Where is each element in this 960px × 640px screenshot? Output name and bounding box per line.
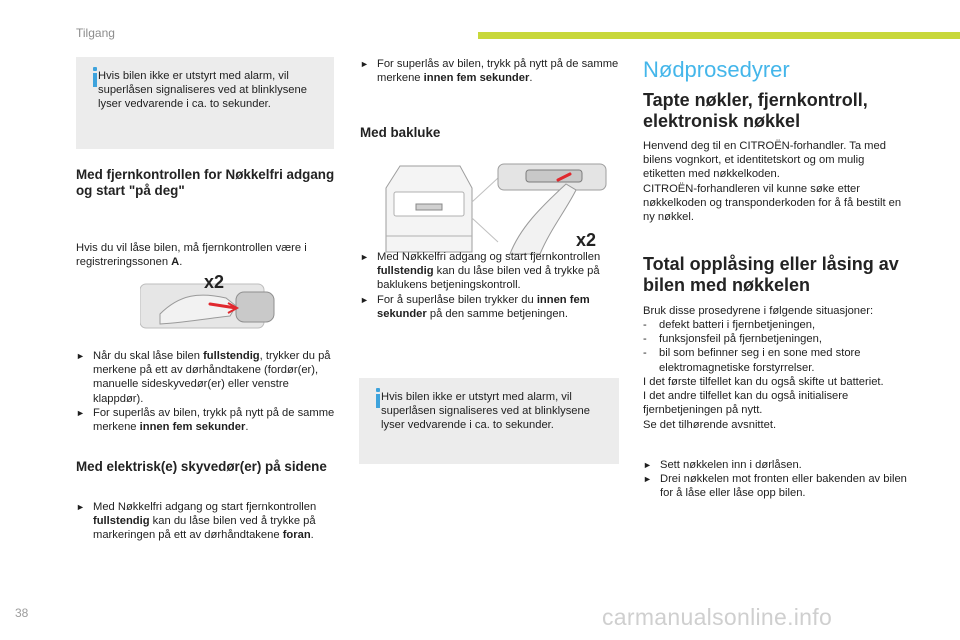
tailgate-steps-list	[360, 250, 622, 321]
sliding-door-steps-list	[76, 500, 338, 543]
notes-text: I det første tilfellet kan du også skifte ut batteriet. I det andre tilfellet kan du også initialisere fjernbetjeningen på nytt. Se det tilhørende avsnittet.	[643, 376, 884, 431]
arrow-bullet-icon: ►	[76, 502, 85, 512]
list-item: - defekt batteri i fjernbetjeningen,	[643, 319, 816, 331]
lost-keys-text: Henvend deg til en CITROËN-forhandler. Ta med bilens vognkort, et identitetskort og om mulig etiketten med nøkkelkoden. CITROËN-forhandleren vil kunne søke etter nøkkelkoden og transponderkoden for å få bestilt en ny nøkkel.	[643, 140, 902, 224]
page-number: 38	[15, 606, 29, 620]
list-item: ► For superlås av bilen, trykk på nytt på de samme merkene innen fem sekunder.	[360, 58, 619, 85]
arrow-bullet-icon: ►	[76, 351, 85, 361]
superlock-step-list	[360, 57, 622, 85]
list-item: - funksjonsfeil på fjernbetjeningen,	[643, 333, 822, 346]
list-item: ► Med Nøkkelfri adgang og start fjernkontrollen fullstendig kan du låse bilen ved å trykke på baklukens betjeningskontroll.	[360, 251, 601, 292]
situations-list	[643, 318, 908, 375]
list-item: ► Drei nøkkelen mot fronten eller bakenden av bilen for å låse eller låse opp bilen.	[643, 473, 907, 500]
press-twice-label: x2	[576, 230, 597, 250]
info-text: Hvis bilen ikke er utstyrt med alarm, vil superlåsen signaliseres ved at blinklysene lyser vedvarende i ca. to sekunder.	[381, 391, 590, 432]
arrow-bullet-icon: ►	[360, 252, 369, 262]
info-box-alarm	[359, 378, 619, 464]
heading-tailgate: Med bakluke	[360, 125, 441, 140]
section-label: Tilgang	[76, 26, 115, 40]
list-item: ► Når du skal låse bilen fullstendig, trykker du på merkene på ett av dørhåndtakene (fordør(er), manuelle sideskyvedør(er) eller venstre klappdør).	[76, 350, 331, 405]
header-accent-bar	[478, 32, 960, 39]
list-item: ► Med Nøkkelfri adgang og start fjernkontrollen fullstendig kan du låse bilen ved å trykke på markeringen på ett av dørhåndtakene foran.	[76, 501, 317, 542]
tailgate-illustration	[380, 158, 610, 258]
heading-lost-keys: Tapte nøkler, fjernkontroll, elektronisk nøkkel	[643, 90, 868, 131]
heading-keyless-remote: Med fjernkontrollen for Nøkkelfri adgang og start "på deg"	[76, 167, 335, 198]
heading-sliding-doors: Med elektrisk(e) skyvedør(er) på sidene	[76, 459, 327, 474]
arrow-bullet-icon: ►	[643, 460, 652, 470]
list-item: ► For å superlåse bilen trykker du innen fem sekunder på den samme betjeningen.	[360, 293, 590, 320]
list-item: - bil som befinner seg i en sone med store elektromagnetiske forstyrrelser.	[643, 347, 861, 374]
key-steps-list	[643, 458, 908, 501]
situations-intro: Bruk disse prosedyrene i følgende situasjoner:	[643, 305, 874, 317]
intro-text: Hvis du vil låse bilen, må fjernkontrollen være i registreringssonen A.	[76, 242, 307, 269]
info-box-alarm	[76, 57, 334, 149]
arrow-bullet-icon: ►	[360, 59, 369, 69]
arrow-bullet-icon: ►	[76, 407, 85, 418]
door-handle-illustration	[140, 272, 280, 336]
list-item: ► For superlås av bilen, trykk på nytt på de samme merkene innen fem sekunder.	[76, 406, 335, 434]
heading-key-lock: Total opplåsing eller låsing av bilen med nøkkelen	[643, 254, 899, 295]
arrow-bullet-icon: ►	[360, 294, 369, 305]
press-twice-label: x2	[204, 272, 225, 292]
arrow-bullet-icon: ►	[643, 474, 652, 485]
info-text: Hvis bilen ikke er utstyrt med alarm, vil superlåsen signaliseres ved at blinklysene lyser vedvarende i ca. to sekunder.	[98, 70, 307, 111]
page-title: Nødprosedyrer	[643, 57, 790, 82]
lock-steps-list	[76, 349, 338, 434]
watermark: carmanualsonline.info	[602, 604, 833, 630]
list-item: ► Sett nøkkelen inn i dørlåsen.	[643, 459, 802, 471]
